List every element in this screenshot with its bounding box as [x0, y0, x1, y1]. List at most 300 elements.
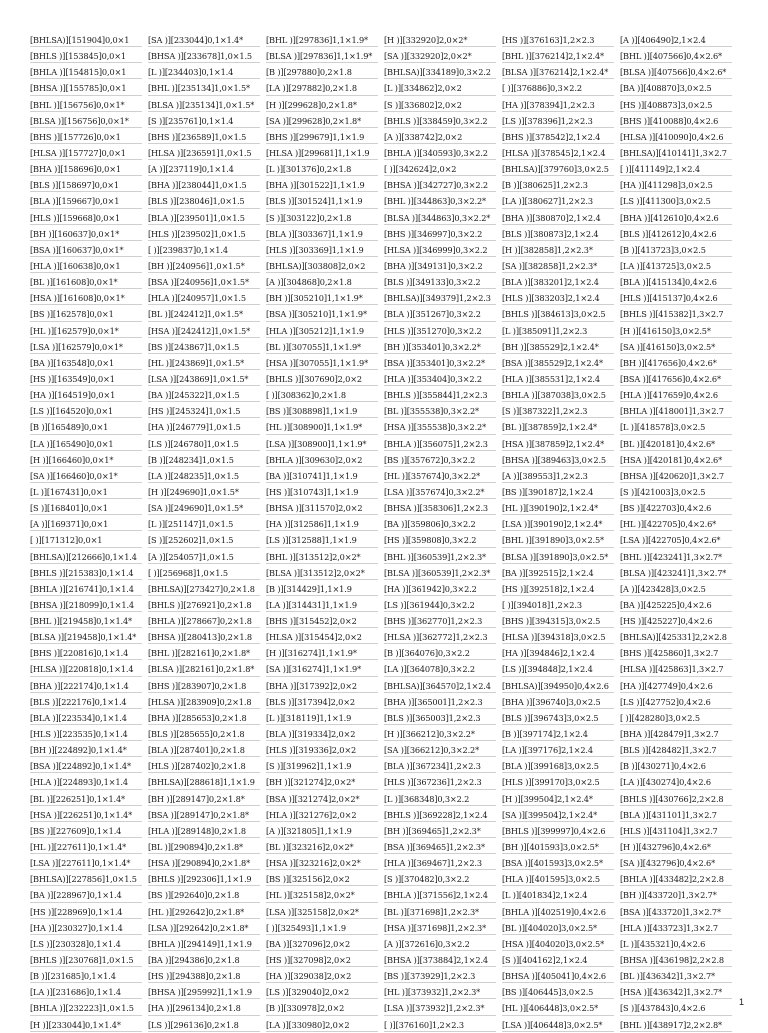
- table-cell: [BLS )][301524]1,1×1.9: [266, 193, 382, 209]
- table-cell: [BLS )][317394]2,0×2: [266, 694, 382, 710]
- table-column: [30, 32, 146, 1030]
- table-cell: [LS )][164520]0,0×1: [30, 403, 146, 419]
- table-cell: [LS )][246780]1,0×1.5: [148, 436, 264, 452]
- table-cell: [HLA )][289148]0,2×1.8: [148, 823, 264, 839]
- table-cell: [A )][423428]3,0×2.5: [620, 581, 736, 597]
- table-cell: [BH )][369465]1,2×2.3*: [384, 823, 500, 839]
- table-cell: [BHL )][235134]1,0×1.5*: [148, 80, 264, 96]
- table-cell: [LA )][165490]0,0×1: [30, 436, 146, 452]
- table-cell: [HLA )][224893]0,1×1.4: [30, 774, 146, 790]
- table-cell: [L )][167431]0,0×1: [30, 484, 146, 500]
- table-cell: [BLSA )][423241]1,3×2.7*: [620, 565, 736, 581]
- table-cell: [BH )][289147]0,2×1.8*: [148, 791, 264, 807]
- table-cell: [HL )][373932]1,2×2.3*: [384, 984, 500, 1000]
- table-cell: [BHL )][391890]3,0×2.5*: [502, 532, 618, 548]
- table-cell: [BHL )][297836]1,1×1.9*: [266, 32, 382, 48]
- table-cell: [LA )][231686]0,1×1.4: [30, 984, 146, 1000]
- table-cell: [BHS )][220816]0,1×1.4: [30, 645, 146, 661]
- table-cell: [HSA )][404020]3,0×2.5*: [502, 936, 618, 952]
- table-cell: [ )][428280]3,0×2.5: [620, 710, 736, 726]
- table-cell: [BL )][355538]0,3×2.2*: [384, 403, 500, 419]
- table-cell: [HLA )][433723]1,3×2.7: [620, 920, 736, 936]
- table-cell: [BHL )][219458]0,1×1.4*: [30, 613, 146, 629]
- table-cell: [LS )][312588]1,1×1.9: [266, 532, 382, 548]
- table-cell: [HS )][163549]0,0×1: [30, 371, 146, 387]
- table-cell: [H )][332920]2,0×2*: [384, 32, 500, 48]
- table-cell: [BHSA )][420620]1,3×2.7: [620, 468, 736, 484]
- table-cell: [BLA )][239501]1,0×1.5: [148, 210, 264, 226]
- table-cell: [BHS )][410088]0,4×2.6: [620, 113, 736, 129]
- table-cell: [L )][368348]0,3×2.2: [384, 791, 500, 807]
- table-cell: [HSA )][242412]1,0×1.5*: [148, 323, 264, 339]
- table-cell: [LSA )][308900]1,1×1.9*: [266, 436, 382, 452]
- table-cell: [H )][366212]0,3×2.2*: [384, 726, 500, 742]
- table-cell: [BSA )][224892]0,1×1.4*: [30, 758, 146, 774]
- table-cell: [BHS )][346997]0,3×2.2: [384, 226, 500, 242]
- table-cell: [ )][239837]0,1×1.4: [148, 242, 264, 258]
- table-cell: [LSA )][357674]0,3×2.2*: [384, 484, 500, 500]
- table-cell: [BHSA )][218099]0,1×1.4: [30, 597, 146, 613]
- table-cell: [HLSA )][378545]2,1×2.4: [502, 145, 618, 161]
- table-cell: [HLSA )][299681]1,1×1.9: [266, 145, 382, 161]
- table-cell: [BLA )][415134]0,4×2.6: [620, 274, 736, 290]
- table-cell: [HS )][425227]0,4×2.6: [620, 613, 736, 629]
- table-cell: [BLS )][380873]2,1×2.4: [502, 226, 618, 242]
- table-cell: [LSA )][390190]2,1×2.4*: [502, 516, 618, 532]
- table-cell: [BHLSA)][394950]0,4×2.6: [502, 678, 618, 694]
- table-cell: [HS )][245324]1,0×1.5: [148, 403, 264, 419]
- table-cell: [BHLA )][154815]0,0×1: [30, 64, 146, 80]
- table-cell: [H )][432796]0,4×2.6*: [620, 839, 736, 855]
- table-cell: [BHA )][301522]1,1×1.9: [266, 177, 382, 193]
- table-cell: [HLS )][431104]1,3×2.7: [620, 823, 736, 839]
- table-cell: [LSA )][373932]1,2×2.3*: [384, 1000, 500, 1016]
- table-cell: [HLS )][239502]1,0×1.5: [148, 226, 264, 242]
- table-cell: [ )][342624]2,0×2: [384, 161, 500, 177]
- table-cell: [HLS )][415137]0,4×2.6: [620, 290, 736, 306]
- table-cell: [BLS )][158697]0,0×1: [30, 177, 146, 193]
- table-cell: [H )][382858]1,2×2.3*: [502, 242, 618, 258]
- table-cell: [HLSA )][315454]2,0×2: [266, 629, 382, 645]
- table-cell: [HSA )][371698]1,2×2.3*: [384, 920, 500, 936]
- table-cell: [LA )][364078]0,3×2.2: [384, 661, 500, 677]
- table-cell: [HLS )][383203]2,1×2.4: [502, 290, 618, 306]
- table-cell: [BA )][245322]1,0×1.5: [148, 387, 264, 403]
- table-cell: [BSA )][417656]0,4×2.6*: [620, 371, 736, 387]
- table-cell: [LS )][361944]0,3×2.2: [384, 597, 500, 613]
- table-cell: [SA )][249690]1,0×1.5*: [148, 500, 264, 516]
- table-column: [148, 32, 264, 1030]
- table-cell: [ )][394018]1,2×2.3: [502, 597, 618, 613]
- table-cell: [LA )][380627]1,2×2.3: [502, 193, 618, 209]
- table-column: [384, 32, 500, 1030]
- table-cell: [H )][299628]0,2×1.8*: [266, 97, 382, 113]
- table-cell: [HSA )][226251]0,1×1.4*: [30, 807, 146, 823]
- table-cell: [HL )][243869]1,0×1.5*: [148, 355, 264, 371]
- table-cell: [BHSA )][155785]0,0×1: [30, 80, 146, 96]
- table-cell: [B )][330978]2,0×2: [266, 1000, 382, 1016]
- table-cell: [BSA )][305210]1,1×1.9*: [266, 306, 382, 322]
- table-cell: [BHLA )][402519]0,4×2.6: [502, 904, 618, 920]
- table-cell: [SA )][416150]3,0×2.5*: [620, 339, 736, 355]
- table-cell: [BHSA )][233678]1,0×1.5: [148, 48, 264, 64]
- table-cell: [ )][376160]1,2×2.3: [384, 1017, 500, 1033]
- table-cell: [HLA )][417659]0,4×2.6: [620, 387, 736, 403]
- table-cell: [BHL )][156756]0,0×1*: [30, 97, 146, 113]
- table-cell: [HLA )][305212]1,1×1.9: [266, 323, 382, 339]
- table-cell: [HLS )][367236]1,2×2.3: [384, 774, 500, 790]
- table-cell: [BHS )][362770]1,2×2.3: [384, 613, 500, 629]
- table-cell: [BHLS )][276921]0,2×1.8: [148, 597, 264, 613]
- table-cell: [BL )][436342]1,3×2.7*: [620, 968, 736, 984]
- table-cell: [HS )][408873]3,0×2.5: [620, 97, 736, 113]
- table-cell: [SA )][316274]1,1×1.9*: [266, 661, 382, 677]
- table-cell: [SA )][299628]0,2×1.8*: [266, 113, 382, 129]
- table-cell: [H )][416150]3,0×2.5*: [620, 323, 736, 339]
- table-cell: [HS )][294388]0,2×1.8: [148, 968, 264, 984]
- table-cell: [B )][248234]1,0×1.5: [148, 452, 264, 468]
- table-cell: [BL )][404020]3,0×2.5*: [502, 920, 618, 936]
- table-cell: [LS )][230328]0,1×1.4: [30, 936, 146, 952]
- table-cell: [BHS )][425860]1,3×2.7: [620, 645, 736, 661]
- table-cell: [HLA )][321276]2,0×2: [266, 807, 382, 823]
- table-cell: [BL )][226251]0,1×1.4*: [30, 791, 146, 807]
- table-cell: [HA )][361942]0,3×2.2: [384, 581, 500, 597]
- table-cell: [HS )][327098]2,0×2: [266, 952, 382, 968]
- table-cell: [BHLS )][307690]2,0×2: [266, 371, 382, 387]
- table-cell: [LSA )][162579]0,0×1*: [30, 339, 146, 355]
- table-cell: [HLSA )][410090]0,4×2.6: [620, 129, 736, 145]
- table-cell: [HLA )][369467]1,2×2.3: [384, 855, 500, 871]
- table-cell: [HL )][422705]0,4×2.6*: [620, 516, 736, 532]
- table-cell: [HLSA )][236591]1,0×1.5: [148, 145, 264, 161]
- table-cell: [BLSA )][219458]0,1×1.4*: [30, 629, 146, 645]
- table-cell: [BHS )][315452]2,0×2: [266, 613, 382, 629]
- table-cell: [S )][235761]0,1×1.4: [148, 113, 264, 129]
- table-cell: [L )][334862]2,0×2: [384, 80, 500, 96]
- table-cell: [L )][418578]3,0×2.5: [620, 419, 736, 435]
- table-cell: [BL )][242412]1,0×1.5*: [148, 306, 264, 322]
- table-cell: [LSA )][406448]3,0×2.5*: [502, 1017, 618, 1033]
- table-cell: [BHLSA)][303808]2,0×2: [266, 258, 382, 274]
- table-cell: [HLSA )][346999]0,3×2.2: [384, 242, 500, 258]
- table-cell: [BSA )][433720]1,3×2.7*: [620, 904, 736, 920]
- table-cell: [BA )][163548]0,0×1: [30, 355, 146, 371]
- table-cell: [A )][321805]1,1×1.9: [266, 823, 382, 839]
- table-cell: [BS )][292640]0,2×1.8: [148, 887, 264, 903]
- table-cell: [LSA )][292642]0,2×1.8*: [148, 920, 264, 936]
- table-cell: [BL )][420181]0,4×2.6*: [620, 436, 736, 452]
- table-cell: [HLA )][385531]2,1×2.4: [502, 371, 618, 387]
- table-cell: [BHLSA)][379760]3,0×2.5: [502, 161, 618, 177]
- table-cell: [BSA )][369465]1,2×2.3*: [384, 839, 500, 855]
- table-cell: [BHLS )][369228]2,1×2.4: [384, 807, 500, 823]
- table-cell: [BHLSA)][334189]0,3×2.2: [384, 64, 500, 80]
- table-cell: [BHLA )][387038]3,0×2.5: [502, 387, 618, 403]
- table-cell: [BH )][417656]0,4×2.6*: [620, 355, 736, 371]
- table-column: [266, 32, 382, 1030]
- table-cell: [BLS )][365003]1,2×2.3: [384, 710, 500, 726]
- table-cell: [HLSA )][157727]0,0×1: [30, 145, 146, 161]
- table-cell: [BHLA )][356075]1,2×2.3: [384, 436, 500, 452]
- table-cell: [BHLSA)][364570]2,1×2.4: [384, 678, 500, 694]
- table-cell: [BHL )][282161]0,2×1.8*: [148, 645, 264, 661]
- table-cell: [HLS )][159668]0,0×1: [30, 210, 146, 226]
- table-cell: [BHLS )][355844]1,2×2.3: [384, 387, 500, 403]
- table-cell: [A )][304868]0,2×1.8: [266, 274, 382, 290]
- table-cell: [BHS )][157726]0,0×1: [30, 129, 146, 145]
- table-cell: [B )][397174]2,1×2.4: [502, 726, 618, 742]
- table-cell: [A )][406490]2,1×2.4: [620, 32, 736, 48]
- table-cell: [A )][338742]2,0×2: [384, 129, 500, 145]
- table-cell: [H )][166460]0,0×1*: [30, 452, 146, 468]
- table-cell: [ )][325493]1,1×1.9: [266, 920, 382, 936]
- table-cell: [ )][256968]1,0×1.5: [148, 565, 264, 581]
- table-cell: [HSA )][436342]1,3×2.7*: [620, 984, 736, 1000]
- table-cell: [BS )][308898]1,1×1.9: [266, 403, 382, 419]
- table-cell: [LS )][394848]2,1×2.4: [502, 661, 618, 677]
- table-cell: [BL )][161608]0,0×1*: [30, 274, 146, 290]
- table-cell: [A )][389553]1,2×2.3: [502, 468, 618, 484]
- table-cell: [HS )][228969]0,1×1.4: [30, 904, 146, 920]
- table-cell: [SA )][233044]0,1×1.4*: [148, 32, 264, 48]
- table-cell: [BH )][401593]3,0×2.5*: [502, 839, 618, 855]
- table-cell: [BS )][357672]0,3×2.2: [384, 452, 500, 468]
- table-cell: [HLA )][401595]3,0×2.5: [502, 871, 618, 887]
- table-cell: [HLS )][351270]0,3×2.2: [384, 323, 500, 339]
- table-cell: [BSA )][289147]0,2×1.8*: [148, 807, 264, 823]
- table-cell: [BLA )][383201]2,1×2.4: [502, 274, 618, 290]
- table-cell: [LSA )][227611]0,1×1.4*: [30, 855, 146, 871]
- table-cell: [BHLS )][399997]0,4×2.6: [502, 823, 618, 839]
- table-cell: [BH )][305210]1,1×1.9*: [266, 290, 382, 306]
- table-cell: [BHS )][283907]0,2×1.8: [148, 678, 264, 694]
- table-cell: [HA )][164519]0,0×1: [30, 387, 146, 403]
- table-cell: [BH )][160637]0,0×1*: [30, 226, 146, 242]
- table-cell: [BHL )][423241]1,3×2.7*: [620, 549, 736, 565]
- table-cell: [L )][318119]1,1×1.9: [266, 710, 382, 726]
- table-cell: [L )][301376]0,2×1.8: [266, 161, 382, 177]
- table-cell: [BSA )][240956]1,0×1.5*: [148, 274, 264, 290]
- table-cell: [ )][411149]2,1×2.4: [620, 161, 736, 177]
- table-cell: [BSA )][321274]2,0×2*: [266, 791, 382, 807]
- table-cell: [LS )][329040]2,0×2: [266, 984, 382, 1000]
- table-cell: [BHSA )][311570]2,0×2: [266, 500, 382, 516]
- table-cell: [B )][364076]0,3×2.2: [384, 645, 500, 661]
- table-cell: [BHL )][360539]1,2×2.3*: [384, 549, 500, 565]
- table-cell: [BL )][323216]2,0×2*: [266, 839, 382, 855]
- table-cell: [BH )][353401]0,3×2.2*: [384, 339, 500, 355]
- table-cell: [HLA )][160638]0,0×1: [30, 258, 146, 274]
- table-cell: [LA )][314431]1,1×1.9: [266, 597, 382, 613]
- table-cell: [BHLS )][430766]2,2×2.8: [620, 791, 736, 807]
- table-cell: [S )][336802]2,0×2: [384, 97, 500, 113]
- table-cell: [HA )][246779]1,0×1.5: [148, 419, 264, 435]
- table-cell: [BHS )][378542]2,1×2.4: [502, 129, 618, 145]
- table-cell: [BHLS )][153845]0,0×1: [30, 48, 146, 64]
- table-cell: [BS )][243867]1,0×1.5: [148, 339, 264, 355]
- table-cell: [HLS )][399170]3,0×2.5: [502, 774, 618, 790]
- table-cell: [A )][372616]0,3×2.2: [384, 936, 500, 952]
- table-cell: [BLA )][431101]1,3×2.7: [620, 807, 736, 823]
- table-cell: [BS )][162578]0,0×1: [30, 306, 146, 322]
- table-cell: [SA )][399504]2,1×2.4*: [502, 807, 618, 823]
- table-cell: [HS )][359808]0,3×2.2: [384, 532, 500, 548]
- table-cell: [BA )][327096]2,0×2: [266, 936, 382, 952]
- table-cell: [HSA )][307055]1,1×1.9*: [266, 355, 382, 371]
- table-cell: [BHLA )][340593]0,3×2.2: [384, 145, 500, 161]
- table-cell: [BHSA )][358306]1,2×2.3: [384, 500, 500, 516]
- table-cell: [BA )][310741]1,1×1.9: [266, 468, 382, 484]
- table-cell: [BA )][359806]0,3×2.2: [384, 516, 500, 532]
- table-cell: [HS )][310743]1,1×1.9: [266, 484, 382, 500]
- table-cell: [S )][319962]1,1×1.9: [266, 758, 382, 774]
- table-cell: [HL )][390190]2,1×2.4*: [502, 500, 618, 516]
- table-cell: [BHLA )][294149]1,1×1.9: [148, 936, 264, 952]
- table-cell: [BLSA )][282161]0,2×1.8*: [148, 661, 264, 677]
- table-cell: [BHA )][158696]0,0×1: [30, 161, 146, 177]
- table-cell: [HL )][406448]3,0×2.5*: [502, 1000, 618, 1016]
- table-cell: [ )][376886]0,3×2.2: [502, 80, 618, 96]
- table-cell: [BHLA )][278667]0,2×1.8: [148, 613, 264, 629]
- table-cell: [A )][169371]0,0×1: [30, 516, 146, 532]
- table-cell: [S )][421003]3,0×2.5: [620, 484, 736, 500]
- table-cell: [BHL )][344863]0,3×2.2*: [384, 193, 500, 209]
- table-cell: [LA )][430274]0,4×2.6: [620, 774, 736, 790]
- table-cell: [BHLA )][433482]2,2×2.8: [620, 871, 736, 887]
- table-cell: [BLSA )][344863]0,3×2.2*: [384, 210, 500, 226]
- table-cell: [HLS )][319336]2,0×2: [266, 742, 382, 758]
- table-cell: [HLSA )][220818]0,1×1.4: [30, 661, 146, 677]
- table-cell: [BLS )][428482]1,3×2.7: [620, 742, 736, 758]
- table-cell: [BLA )][319334]2,0×2: [266, 726, 382, 742]
- table-cell: [BHLA )][232223]1,0×1.5: [30, 1000, 146, 1016]
- table-cell: [HA )][378394]1,2×2.3: [502, 97, 618, 113]
- table-cell: [BLA )][159667]0,0×1: [30, 193, 146, 209]
- table-cell: [BHLSA)][227856]1,0×1.5: [30, 871, 146, 887]
- table-cell: [BL )][371698]1,2×2.3*: [384, 904, 500, 920]
- table-cell: [BHLS )][415382]1,3×2.7: [620, 306, 736, 322]
- table-cell: [HS )][376163]1,2×2.3: [502, 32, 618, 48]
- table-cell: [BHSA )][295992]1,1×1.9: [148, 984, 264, 1000]
- table-cell: [BLS )][349133]0,3×2.2: [384, 274, 500, 290]
- table-cell: [HLA )][353404]0,3×2.2: [384, 371, 500, 387]
- table-cell: [BLA )][303367]1,1×1.9: [266, 226, 382, 242]
- table-cell: [BHL )][313512]2,0×2*: [266, 549, 382, 565]
- table-cell: [BHLA )][309630]2,0×2: [266, 452, 382, 468]
- table-cell: [L )][234403]0,1×1.4: [148, 64, 264, 80]
- table-cell: [BH )][240956]1,0×1.5*: [148, 258, 264, 274]
- table-cell: [BHLSA)][425331]2,2×2.8: [620, 629, 736, 645]
- table-cell: [BHLS )][292306]1,1×1.9: [148, 871, 264, 887]
- table-cell: [BHLSA)][349379]1,2×2.3: [384, 290, 500, 306]
- table-cell: [BHL )][376214]2,1×2.4*: [502, 48, 618, 64]
- table-cell: [HL )][227611]0,1×1.4*: [30, 839, 146, 855]
- table-cell: [HLSA )][283909]0,2×1.8: [148, 694, 264, 710]
- table-cell: [LSA )][325158]2,0×2*: [266, 904, 382, 920]
- table-cell: [BHA )][238044]1,0×1.5: [148, 177, 264, 193]
- table-cell: [B )][231685]0,1×1.4: [30, 968, 146, 984]
- table-cell: [BHL )][407566]0,4×2.6*: [620, 48, 736, 64]
- table-cell: [BHLSA)][288618]1,1×1.9: [148, 774, 264, 790]
- table-cell: [BLS )][396743]3,0×2.5: [502, 710, 618, 726]
- table-cell: [B )][380625]1,2×2.3: [502, 177, 618, 193]
- table-cell: [BHA )][428479]1,3×2.7: [620, 726, 736, 742]
- table-cell: [BHA )][365001]1,2×2.3: [384, 694, 500, 710]
- table-cell: [HL )][308900]1,1×1.9*: [266, 419, 382, 435]
- table-cell: [HL )][325158]2,0×2*: [266, 887, 382, 903]
- table-cell: [BLSA )][391890]3,0×2.5*: [502, 549, 618, 565]
- table-cell: [HLSA )][425863]1,3×2.7: [620, 661, 736, 677]
- table-cell: [HSA )][355538]0,3×2.2*: [384, 419, 500, 435]
- table-cell: [SA )][382858]1,2×2.3*: [502, 258, 618, 274]
- table-cell: [BSA )][160637]0,0×1*: [30, 242, 146, 258]
- table-cell: [BA )][425225]0,4×2.6: [620, 597, 736, 613]
- table-cell: [LSA )][243869]1,0×1.5*: [148, 371, 264, 387]
- table-cell: [HS )][392518]2,1×2.4: [502, 581, 618, 597]
- table-cell: [HLSA )][394318]3,0×2.5: [502, 629, 618, 645]
- table-cell: [BHLS )][338459]0,3×2.2: [384, 113, 500, 129]
- table-cell: [HSA )][161608]0,0×1*: [30, 290, 146, 306]
- table-cell: [BHLA )][216741]0,1×1.4: [30, 581, 146, 597]
- table-cell: [BLS )][238046]1,0×1.5: [148, 193, 264, 209]
- table-cell: [BLS )][222176]0,1×1.4: [30, 694, 146, 710]
- table-cell: [BHLSA)][212666]0,1×1.4: [30, 549, 146, 565]
- table-cell: [BH )][433720]1,3×2.7*: [620, 887, 736, 903]
- table-cell: [BLA )][399168]3,0×2.5: [502, 758, 618, 774]
- table-cell: [BHSA )][405041]0,4×2.6: [502, 968, 618, 984]
- table-cell: [BHA )][285653]0,2×1.8: [148, 710, 264, 726]
- document-table: [30, 32, 738, 1030]
- table-cell: [BLS )][412612]0,4×2.6: [620, 226, 736, 242]
- table-cell: [HSA )][420181]0,4×2.6*: [620, 452, 736, 468]
- table-cell: [BHSA )][280413]0,2×1.8: [148, 629, 264, 645]
- table-cell: [HA )][329038]2,0×2: [266, 968, 382, 984]
- table-cell: [BSA )][401593]3,0×2.5*: [502, 855, 618, 871]
- table-cell: [LA )][297882]0,2×1.8: [266, 80, 382, 96]
- table-cell: [B )][165489]0,0×1: [30, 419, 146, 435]
- table-cell: [BLS )][285655]0,2×1.8: [148, 726, 264, 742]
- table-cell: [BHA )][396740]3,0×2.5: [502, 694, 618, 710]
- table-cell: [BL )][290894]0,2×1.8*: [148, 839, 264, 855]
- table-cell: [BHLSA)][151904]0,0×1: [30, 32, 146, 48]
- table-cell: [LA )][330980]2,0×2: [266, 1017, 382, 1033]
- table-cell: [HSA )][387859]2,1×2.4*: [502, 436, 618, 452]
- table-cell: [ )][308362]0,2×1.8: [266, 387, 382, 403]
- page-number: 1: [738, 997, 744, 1007]
- table-cell: [BHLS )][230768]1,0×1.5: [30, 952, 146, 968]
- table-cell: [B )][314429]1,1×1.9: [266, 581, 382, 597]
- table-cell: [BA )][392515]2,1×2.4: [502, 565, 618, 581]
- table-cell: [BHSA )][436198]2,2×2.8: [620, 952, 736, 968]
- table-cell: [S )][370482]0,3×2.2: [384, 871, 500, 887]
- table-cell: [BS )][390187]2,1×2.4: [502, 484, 618, 500]
- table-cell: [HA )][230327]0,1×1.4: [30, 920, 146, 936]
- table-cell: [BS )][406445]3,0×2.5: [502, 984, 618, 1000]
- table-cell: [BLSA )][360539]1,2×2.3*: [384, 565, 500, 581]
- table-cell: [SA )][366212]0,3×2.2*: [384, 742, 500, 758]
- table-cell: [H )][249690]1,0×1.5*: [148, 484, 264, 500]
- table-cell: [BHLSA)][410141]1,3×2.7: [620, 145, 736, 161]
- table-cell: [BLA )][223534]0,1×1.4: [30, 710, 146, 726]
- table-cell: [BHL )][438917]2,2×2.8*: [620, 1017, 736, 1033]
- table-cell: [BHS )][394315]3,0×2.5: [502, 613, 618, 629]
- table-cell: [HA )][394846]2,1×2.4: [502, 645, 618, 661]
- table-cell: [B )][430271]0,4×2.6: [620, 758, 736, 774]
- table-cell: [HA )][427749]0,4×2.6: [620, 678, 736, 694]
- table-cell: [BHLS )][384613]3,0×2.5: [502, 306, 618, 322]
- table-cell: [SA )][432796]0,4×2.6*: [620, 855, 736, 871]
